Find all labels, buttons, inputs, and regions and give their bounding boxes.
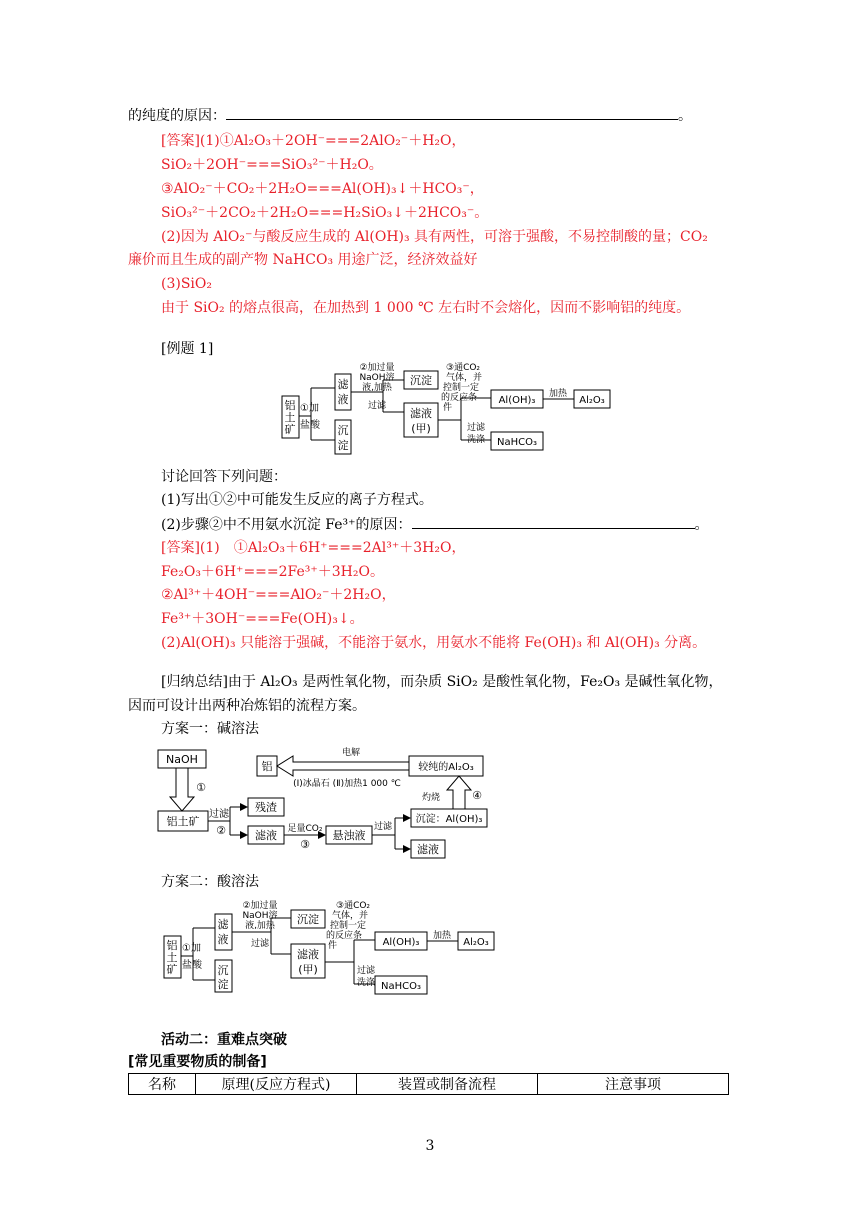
flow-diagram-plan2 xyxy=(160,896,500,996)
precip-label: 淀 xyxy=(217,978,229,991)
example-answer-1: [答案](1) ①Al₂O₃＋6H⁺===2Al³⁺＋3H₂O， xyxy=(161,540,466,556)
aloh3-label: Al(OH)₃ xyxy=(498,395,536,406)
flow-diagram-example xyxy=(278,360,618,460)
step3-label: 的反应条 xyxy=(441,393,478,403)
activity-title: 活动二：重难点突破 xyxy=(161,1032,287,1048)
step1-label: ① xyxy=(196,781,206,794)
precip-label: 淀 xyxy=(337,439,349,452)
answer-blank xyxy=(412,514,695,529)
question-2-end: 。 xyxy=(694,517,709,533)
top-line xyxy=(128,105,692,126)
example-answer-5: (2)Al(OH)₃ 只能溶于强碱，不能溶于氨水，用氨水不能将 Fe(OH)₃ 和 Al(OH)₃ 分离。 xyxy=(161,635,707,651)
preparation-table xyxy=(128,1073,729,1095)
step1-label: ①加 xyxy=(182,943,201,954)
answer-1-line-2: SiO₂＋2OH⁻===SiO₃²⁻＋H₂O。 xyxy=(161,157,383,173)
discuss-prompt: 讨论回答下列问题： xyxy=(161,469,287,485)
page-number: 3 xyxy=(425,1138,435,1154)
answer-1-line-1: [答案](1)①Al₂O₃＋2OH⁻===2AlO₂⁻＋H₂O， xyxy=(161,133,466,149)
filtrate-label: 滤 xyxy=(217,918,229,931)
step3-label: ③通CO₂ xyxy=(446,363,481,373)
precip2-label: 沉淀 xyxy=(297,913,319,926)
step3-label: ③ xyxy=(300,838,310,851)
step2-label: ② xyxy=(216,824,226,837)
filtrate-jia-label: 滤液 xyxy=(410,407,432,420)
aloh3-label: Al(OH)₃ xyxy=(382,937,420,948)
nahco3-label: NaHCO₃ xyxy=(497,437,537,448)
condition-label: (Ⅰ)冰晶石 (Ⅱ)加热1 000 ℃ xyxy=(293,779,401,789)
example-answer-4: Fe³⁺＋3OH⁻===Fe(OH)₃↓。 xyxy=(161,611,364,627)
ore-label: 矿 xyxy=(166,963,178,976)
table-header-cell: 原理(反应方程式) xyxy=(196,1074,357,1095)
filtrate-label: 滤 xyxy=(337,378,349,391)
plan1-title: 方案一：碱溶法 xyxy=(161,721,259,737)
step3-label: 气体，并 xyxy=(332,911,369,921)
al2o3-label: Al₂O₃ xyxy=(463,937,489,948)
question-2-text: (2)步骤②中不用氨水沉淀 Fe³⁺的原因： xyxy=(161,517,412,533)
al-label: 铝 xyxy=(261,760,273,773)
filter2-label: 过滤 xyxy=(373,822,393,832)
precip2-label: 沉淀 xyxy=(410,374,432,387)
precip-label: 沉 xyxy=(337,424,349,437)
step1-label: 盐酸 xyxy=(182,960,202,971)
al2o3-label: Al₂O₃ xyxy=(579,395,605,406)
table-header-cell: 名称 xyxy=(129,1074,196,1095)
jia-label: (甲) xyxy=(298,963,318,976)
summary-line-1: [归纳总结]由于 Al₂O₃ 是两性氧化物，而杂质 SiO₂ 是酸性氧化物，Fe₂O₃ 是碱性氧化物， xyxy=(161,674,723,690)
ore-label: 铝 xyxy=(284,399,296,412)
filtrate-label: 液 xyxy=(217,933,229,946)
wash-label: 洗涤 xyxy=(466,435,486,445)
precip-label: 沉淀：Al(OH)₃ xyxy=(415,814,483,825)
jia-label: (甲) xyxy=(411,422,431,435)
answer-blank xyxy=(226,105,678,120)
step2-label: ②加过量 xyxy=(359,363,395,373)
table-header-cell: 注意事项 xyxy=(538,1074,729,1095)
filtrate-jia-label: 滤液 xyxy=(297,948,319,961)
wash-label: 过滤 xyxy=(356,966,376,976)
answer-1-line-5: (2)因为 AlO₂⁻与酸反应生成的 Al(OH)₃ 具有两性，可溶于强酸，不易控制酸的量；CO₂ xyxy=(161,229,708,245)
answer-1-line-4: SiO₃²⁻＋2CO₂＋2H₂O===H₂SiO₃↓＋2HCO₃⁻。 xyxy=(161,205,489,221)
step4-label: ④ xyxy=(472,789,482,802)
step3-label: 件 xyxy=(328,941,338,951)
step1-label: ①加 xyxy=(300,403,319,414)
answer-1-line-7: (3)SiO₂ xyxy=(161,276,212,292)
step3-label: 气体，并 xyxy=(446,373,483,383)
step1-label: 盐酸 xyxy=(300,420,320,431)
answer-1-line-3: ③AlO₂⁻＋CO₂＋2H₂O===Al(OH)₃↓＋HCO₃⁻， xyxy=(161,181,484,197)
pure-al2o3-label: 较纯的Al₂O₃ xyxy=(418,762,474,773)
suspension-label: 悬浊液 xyxy=(332,829,366,842)
ore-label: 铝 xyxy=(166,939,178,952)
step3-label: 控制一定 xyxy=(443,383,480,393)
filtrate-label: 液 xyxy=(337,393,349,406)
burn-label: 灼烧 xyxy=(421,793,441,803)
step2-label: NaOH溶 xyxy=(359,373,395,383)
naoh-label: NaOH xyxy=(166,753,198,766)
wash-label: 洗涤 xyxy=(356,978,376,988)
top-line-prefix: 的纯度的原因： xyxy=(128,108,226,124)
summary-line-2: 因而可设计出两种冶炼铝的流程方案。 xyxy=(128,698,366,714)
flow-diagram-base xyxy=(155,745,495,860)
precip-label: 沉 xyxy=(217,964,229,977)
example-answer-3: ②Al³⁺＋4OH⁻===AlO₂⁻＋2H₂O， xyxy=(161,587,396,603)
example-answer-2: Fe₂O₃＋6H⁺===2Fe³⁺＋3H₂O。 xyxy=(161,564,384,580)
residue-label: 残渣 xyxy=(255,801,277,814)
plan2-title: 方案二：酸溶法 xyxy=(161,874,259,890)
co2-label: 足量CO₂ xyxy=(287,824,323,834)
step2-label: NaOH溶 xyxy=(242,911,278,921)
step3-label: 件 xyxy=(443,403,453,413)
step3-label: ③通CO₂ xyxy=(336,901,371,911)
nahco3-label: NaHCO₃ xyxy=(381,981,421,992)
step2-label: 液,加热 xyxy=(362,383,392,393)
step2-label: ②加过量 xyxy=(242,901,278,911)
filter-label: 过滤 xyxy=(209,809,229,820)
table-header-row xyxy=(129,1074,729,1095)
wash-label: 过滤 xyxy=(466,423,486,433)
step2-label: 液,加热 xyxy=(245,921,275,931)
step3-label: 控制一定 xyxy=(330,921,367,931)
top-line-end: 。 xyxy=(678,108,692,124)
ore-label: 土 xyxy=(284,411,296,424)
ore-label: 矿 xyxy=(284,423,296,436)
filtrate2-label: 滤液 xyxy=(417,843,439,856)
question-1: (1)写出①②中可能发生反应的离子方程式。 xyxy=(161,492,433,508)
ore-label: 铝土矿 xyxy=(166,815,200,828)
step2-label: 过滤 xyxy=(250,939,270,949)
heat-label: 加热 xyxy=(432,931,452,941)
heat-label: 加热 xyxy=(548,389,568,399)
step2-label: 过滤 xyxy=(367,401,387,411)
table-header-cell: 装置或制备流程 xyxy=(357,1074,538,1095)
question-2 xyxy=(161,514,709,535)
step3-label: 的反应条 xyxy=(326,931,363,941)
filtrate-label: 滤液 xyxy=(255,829,277,842)
electrolysis-label: 电解 xyxy=(341,748,361,758)
example-title: [例题 1] xyxy=(161,341,214,357)
answer-1-line-8: 由于 SiO₂ 的熔点很高，在加热到 1 000 ℃ 左右时不会熔化，因而不影响铝的纯度。 xyxy=(161,300,691,316)
answer-1-line-6: 廉价而且生成的副产物 NaHCO₃ 用途广泛，经济效益好 xyxy=(128,252,478,268)
ore-label: 土 xyxy=(166,951,178,964)
activity-subtitle: [常见重要物质的制备] xyxy=(128,1054,267,1070)
